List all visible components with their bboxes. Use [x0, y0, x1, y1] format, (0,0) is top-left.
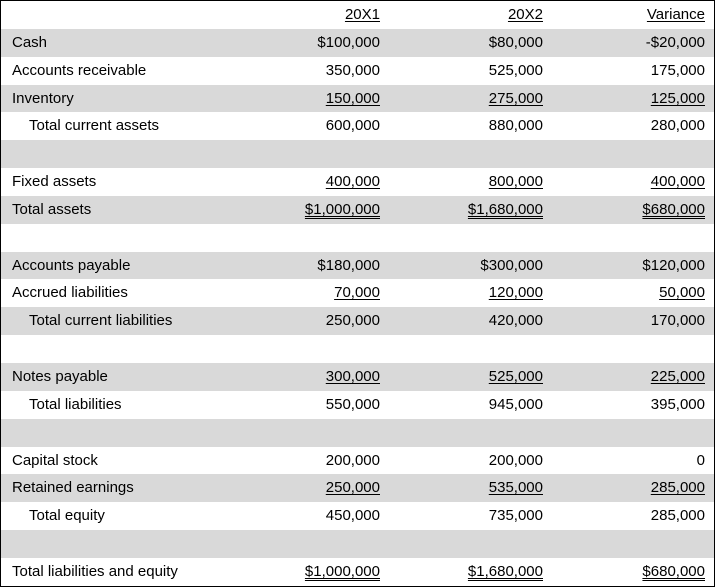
value-20x2: 535,000 [488, 479, 543, 497]
value-20x1: 150,000 [325, 89, 380, 107]
table-row-total-liabilities-and-equity [1, 558, 714, 586]
row-label: Retained earnings [12, 479, 134, 497]
value-variance: -$20,000 [645, 33, 705, 51]
value-20x1: $100,000 [317, 33, 380, 51]
value-20x2: 525,000 [488, 61, 543, 79]
value-20x1: 70,000 [334, 284, 380, 302]
value-variance: 285,000 [650, 479, 705, 497]
spacer-row [1, 224, 714, 252]
value-variance: 400,000 [650, 173, 705, 191]
row-label: Total assets [12, 200, 92, 218]
value-variance: 125,000 [650, 89, 705, 107]
header-variance: Variance [646, 6, 705, 23]
value-variance: 285,000 [650, 507, 705, 525]
value-variance: 225,000 [650, 367, 705, 385]
value-20x1: 400,000 [325, 173, 380, 191]
header-20x1: 20X1 [344, 6, 380, 23]
value-20x1: $180,000 [317, 256, 380, 274]
value-20x2: 735,000 [488, 507, 543, 525]
row-label: Total liabilities and equity [12, 562, 178, 580]
spacer-row [1, 419, 714, 447]
value-20x2: 120,000 [488, 284, 543, 302]
row-label: Accounts receivable [12, 61, 147, 79]
row-label: Fixed assets [12, 173, 97, 191]
table-row-accounts-payable [1, 252, 714, 280]
row-label: Accrued liabilities [12, 284, 128, 302]
value-variance: 395,000 [650, 395, 705, 413]
value-variance: 280,000 [650, 117, 705, 135]
row-label: Total liabilities [29, 395, 122, 413]
table-row-notes-payable [1, 363, 714, 391]
row-label: Accounts payable [12, 256, 131, 274]
table-row-inventory [1, 85, 714, 113]
value-20x2: 200,000 [488, 451, 543, 469]
table-row-fixed-assets [1, 168, 714, 196]
value-variance: 170,000 [650, 312, 705, 330]
row-label: Inventory [12, 89, 74, 107]
row-label: Total equity [29, 507, 105, 525]
header-20x2: 20X2 [507, 6, 543, 23]
row-label: Capital stock [12, 451, 98, 469]
value-20x2: 420,000 [488, 312, 543, 330]
value-20x2: 945,000 [488, 395, 543, 413]
value-variance: 175,000 [650, 61, 705, 79]
table-row-accounts-receivable [1, 57, 714, 85]
table-row-total-liabilities [1, 391, 714, 419]
value-20x2: $1,680,000 [467, 562, 543, 580]
value-20x2: 800,000 [488, 173, 543, 191]
row-label: Notes payable [12, 367, 108, 385]
row-label: Total current liabilities [29, 312, 173, 330]
value-variance: 50,000 [659, 284, 705, 302]
row-label: Cash [12, 33, 48, 51]
value-20x1: 300,000 [325, 367, 380, 385]
table-row-cash [1, 29, 714, 57]
value-20x1: 250,000 [325, 479, 380, 497]
value-20x1: 250,000 [325, 312, 380, 330]
table-row-total-equity [1, 502, 714, 530]
value-20x2: $80,000 [488, 33, 543, 51]
table-row-total-assets [1, 196, 714, 224]
spacer-row [1, 530, 714, 558]
value-20x2: 275,000 [488, 89, 543, 107]
row-label: Total current assets [29, 117, 160, 135]
value-variance: 0 [696, 451, 705, 469]
value-20x1: $1,000,000 [304, 200, 380, 218]
table-row-capital-stock [1, 447, 714, 475]
value-20x1: 350,000 [325, 61, 380, 79]
value-20x1: 600,000 [325, 117, 380, 135]
value-variance: $680,000 [642, 562, 705, 580]
value-20x2: 880,000 [488, 117, 543, 135]
value-variance: $120,000 [642, 256, 705, 274]
value-20x1: 550,000 [325, 395, 380, 413]
table-row-accrued-liabilities [1, 279, 714, 307]
value-20x1: 200,000 [325, 451, 380, 469]
header-row [1, 1, 714, 29]
value-20x1: 450,000 [325, 507, 380, 525]
value-20x2: $300,000 [480, 256, 543, 274]
value-20x2: 525,000 [488, 367, 543, 385]
table-row-total-current-liabilities [1, 307, 714, 335]
value-20x2: $1,680,000 [467, 200, 543, 218]
value-variance: $680,000 [642, 200, 705, 218]
table-row-total-current-assets [1, 112, 714, 140]
spacer-row [1, 140, 714, 168]
value-20x1: $1,000,000 [304, 562, 380, 580]
spacer-row [1, 335, 714, 363]
table-row-retained-earnings [1, 474, 714, 502]
